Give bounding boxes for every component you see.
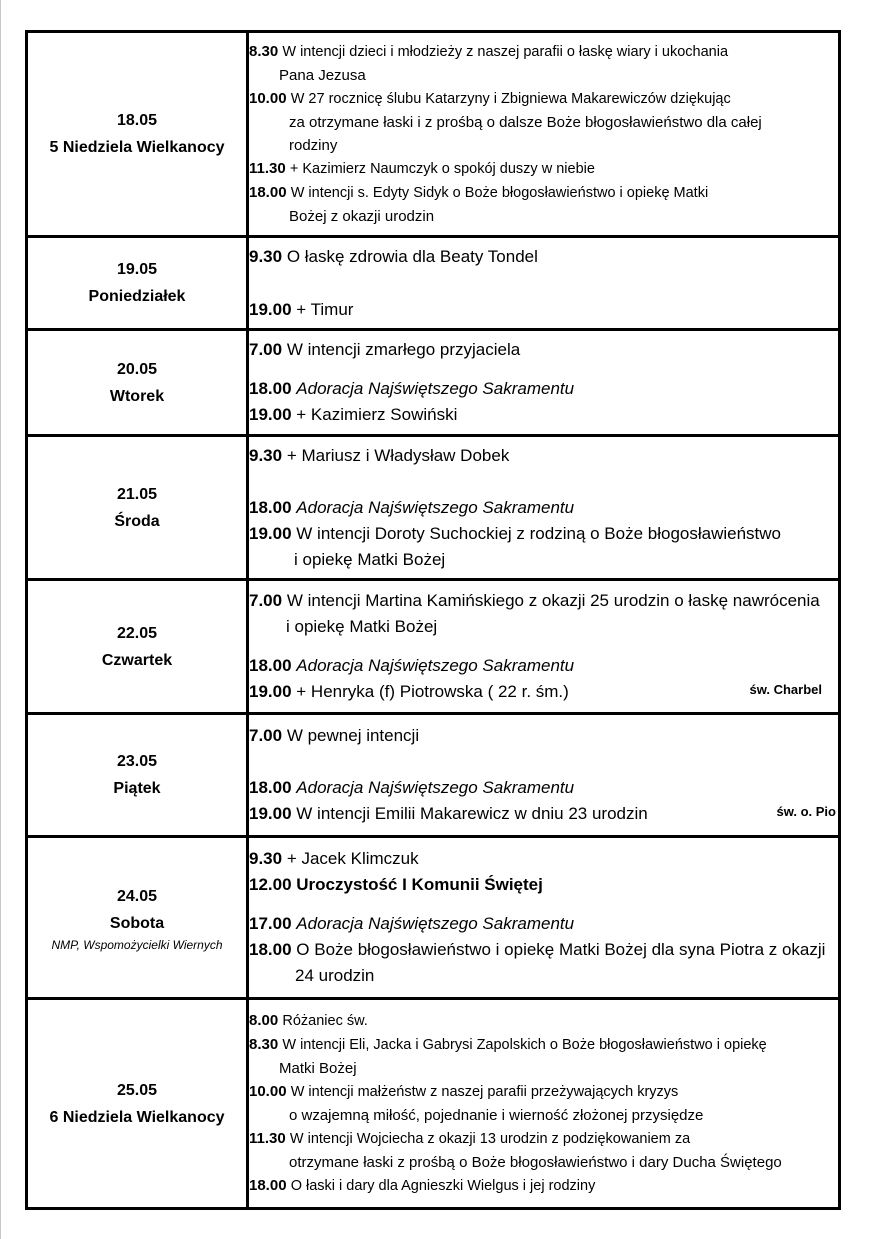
intention-text: + Jacek Klimczuk <box>286 849 419 868</box>
mass-time: 7.00 <box>249 591 283 610</box>
intention-text: W intencji Wojciecha z okazji 13 urodzin z podziękowaniem za <box>289 1131 691 1147</box>
day-cell <box>27 837 248 999</box>
intention-entry <box>249 801 838 827</box>
intentions-cell <box>248 580 840 714</box>
day-cell <box>27 237 248 330</box>
mass-time: 9.30 <box>249 445 283 465</box>
intention-continuation: rodziny <box>289 137 338 154</box>
mass-schedule-table <box>25 30 841 1210</box>
intention-text: W intencji s. Edyty Sidyk o Boże błogosławieństwo i opiekę Matki <box>290 185 709 201</box>
day-cell <box>27 32 248 237</box>
intention-entry <box>249 181 838 228</box>
intention-entry <box>249 297 838 323</box>
mass-time: 18.00 <box>249 940 292 959</box>
day-date: 22.05 <box>116 624 158 642</box>
intention-entry <box>249 157 838 181</box>
day-date: 20.05 <box>116 360 158 378</box>
intention-text: W intencji Doroty Suchockiej z rodziną o Boże błogosławieństwo <box>296 523 782 543</box>
intention-entry <box>249 723 838 749</box>
day-date: 24.05 <box>116 887 158 905</box>
intentions-cell <box>248 436 840 580</box>
day-cell <box>27 330 248 436</box>
intention-text: W intencji Eli, Jacka i Gabrysi Zapolskich o Boże błogosławieństwo i opiekę <box>282 1037 767 1053</box>
intentions-cell <box>248 837 840 999</box>
intention-continuation: Bożej z okazji urodzin <box>289 208 435 225</box>
page-left-edge <box>0 0 1 1239</box>
day-name: Czwartek <box>101 651 173 669</box>
intention-text: O Boże błogosławieństwo i opiekę Matki Bożej dla syna Piotra z okazji <box>296 940 826 959</box>
intention-entry <box>249 588 838 640</box>
intention-text: + Timur <box>296 299 354 319</box>
intention-text: Uroczystość I Komunii Świętej <box>296 875 543 894</box>
mass-time: 10.00 <box>249 1083 287 1100</box>
intentions-cell <box>248 237 840 330</box>
day-name: Poniedziałek <box>88 288 186 305</box>
intention-continuation: i opiekę Matki Bożej <box>294 549 446 569</box>
intention-entry <box>249 244 838 270</box>
intention-entry <box>249 1174 838 1198</box>
intention-continuation: Pana Jezusa <box>279 67 366 84</box>
intention-text: W pewnej intencji <box>286 726 420 745</box>
intention-entry <box>249 376 838 402</box>
intention-text: W intencji dzieci i młodzieży z naszej parafii o łaskę wiary i ukochania <box>282 44 729 60</box>
intention-entry <box>249 1009 838 1033</box>
day-date: 18.05 <box>116 112 158 129</box>
intention-entry <box>249 87 838 157</box>
intention-text: + Henryka (f) Piotrowska ( 22 r. śm.) <box>296 682 569 701</box>
intention-text: W intencji małżeństw z naszej parafii przeżywających kryzys <box>290 1084 679 1100</box>
intention-entry <box>249 775 838 801</box>
intention-entry <box>249 337 838 363</box>
mass-time: 19.00 <box>249 682 292 701</box>
mass-time: 11.30 <box>249 1130 286 1147</box>
mass-time: 18.00 <box>249 497 292 517</box>
mass-time: 19.00 <box>249 405 292 424</box>
day-cell <box>27 436 248 580</box>
intention-text: Różaniec św. <box>282 1013 368 1029</box>
mass-time: 10.00 <box>249 90 287 107</box>
intention-text: Adoracja Najświętszego Sakramentu <box>296 914 575 933</box>
intention-text: W intencji Martina Kamińskiego z okazji 25 urodzin o łaskę nawrócenia <box>286 591 820 610</box>
schedule-row <box>27 999 840 1209</box>
intention-entry <box>249 40 838 87</box>
mass-time: 8.30 <box>249 1036 279 1053</box>
intention-text: Adoracja Najświętszego Sakramentu <box>296 656 575 675</box>
saint-note: św. Charbel <box>749 682 822 697</box>
intention-entry <box>249 872 838 898</box>
intention-entry <box>249 521 838 573</box>
intention-text: O łaskę zdrowia dla Beaty Tondel <box>286 246 538 266</box>
schedule-row <box>27 714 840 837</box>
day-date: 23.05 <box>116 753 158 770</box>
intention-entry <box>249 443 838 469</box>
intention-entry <box>249 495 838 521</box>
intentions-cell <box>248 999 840 1209</box>
mass-time: 19.00 <box>249 299 292 319</box>
day-cell <box>27 714 248 837</box>
intention-text: W intencji Emilii Makarewicz w dniu 23 urodzin <box>296 804 648 823</box>
mass-time: 18.00 <box>249 379 292 398</box>
day-date: 19.05 <box>116 261 158 278</box>
day-name: Piątek <box>113 780 161 797</box>
mass-time: 7.00 <box>249 726 283 745</box>
schedule-row <box>27 837 840 999</box>
intentions-cell <box>248 330 840 436</box>
day-cell <box>27 580 248 714</box>
intentions-cell <box>248 714 840 837</box>
intention-entry <box>249 402 838 428</box>
intention-text: W 27 rocznicę ślubu Katarzyny i Zbigniewa Makarewiczów dziękując <box>290 91 731 107</box>
mass-time: 8.30 <box>249 43 279 60</box>
intention-text: Adoracja Najświętszego Sakramentu <box>296 379 575 398</box>
schedule-row <box>27 436 840 580</box>
intention-text: + Mariusz i Władysław Dobek <box>286 445 510 465</box>
mass-time: 11.30 <box>249 160 286 177</box>
intention-text: W intencji zmarłego przyjaciela <box>286 340 521 359</box>
mass-time: 19.00 <box>249 523 292 543</box>
intention-text: O łaski i dary dla Agnieszki Wielgus i jej rodziny <box>290 1178 596 1194</box>
day-cell <box>27 999 248 1209</box>
mass-time: 12.00 <box>249 875 292 894</box>
day-name: Sobota <box>109 914 165 932</box>
day-date: 21.05 <box>116 485 158 503</box>
schedule-row <box>27 32 840 237</box>
mass-time: 8.00 <box>249 1012 279 1029</box>
intention-entry <box>249 937 838 989</box>
mass-time: 18.00 <box>249 656 292 675</box>
intention-continuation: otrzymane łaski z prośbą o Boże błogosławieństwo i dary Ducha Świętego <box>289 1154 782 1171</box>
schedule-row <box>27 237 840 330</box>
intention-continuation: o wzajemną miłość, pojednanie i wierność złożonej przysiędze <box>289 1107 704 1124</box>
intention-continuation: 24 urodzin <box>295 966 375 985</box>
intention-continuation: i opiekę Matki Bożej <box>286 617 438 636</box>
intention-continuation: Matki Bożej <box>279 1060 357 1077</box>
intention-entry <box>249 653 838 679</box>
intention-entry <box>249 1080 838 1127</box>
day-name: 5 Niedziela Wielkanocy <box>49 139 225 156</box>
mass-time: 18.00 <box>249 778 292 797</box>
intention-text: + Kazimierz Naumczyk o spokój duszy w niebie <box>289 161 595 177</box>
day-name: 6 Niedziela Wielkanocy <box>49 1108 225 1126</box>
intention-continuation: za otrzymane łaski i z prośbą o dalsze Boże błogosławieństwo dla całej <box>289 114 762 131</box>
mass-time: 7.00 <box>249 340 283 359</box>
day-name: Środa <box>114 512 160 530</box>
intention-entry <box>249 679 838 705</box>
schedule-row <box>27 580 840 714</box>
mass-time: 9.30 <box>249 246 283 266</box>
intention-entry <box>249 1127 838 1174</box>
day-date: 25.05 <box>116 1081 158 1099</box>
intention-entry <box>249 846 838 872</box>
day-name: Wtorek <box>109 387 165 405</box>
mass-time: 19.00 <box>249 804 292 823</box>
mass-time: 17.00 <box>249 914 292 933</box>
mass-time: 9.30 <box>249 849 283 868</box>
feast-note: NMP, Wspomożycielki Wiernych <box>51 937 223 952</box>
saint-note: św. o. Pio <box>776 804 836 819</box>
schedule-row <box>27 330 840 436</box>
intention-text: + Kazimierz Sowiński <box>296 405 458 424</box>
mass-time: 18.00 <box>249 184 287 201</box>
mass-time: 18.00 <box>249 1177 287 1194</box>
intention-text: Adoracja Najświętszego Sakramentu <box>296 778 575 797</box>
intentions-cell <box>248 32 840 237</box>
intention-entry <box>249 1033 838 1080</box>
intention-entry <box>249 911 838 937</box>
intention-text: Adoracja Najświętszego Sakramentu <box>296 497 575 517</box>
